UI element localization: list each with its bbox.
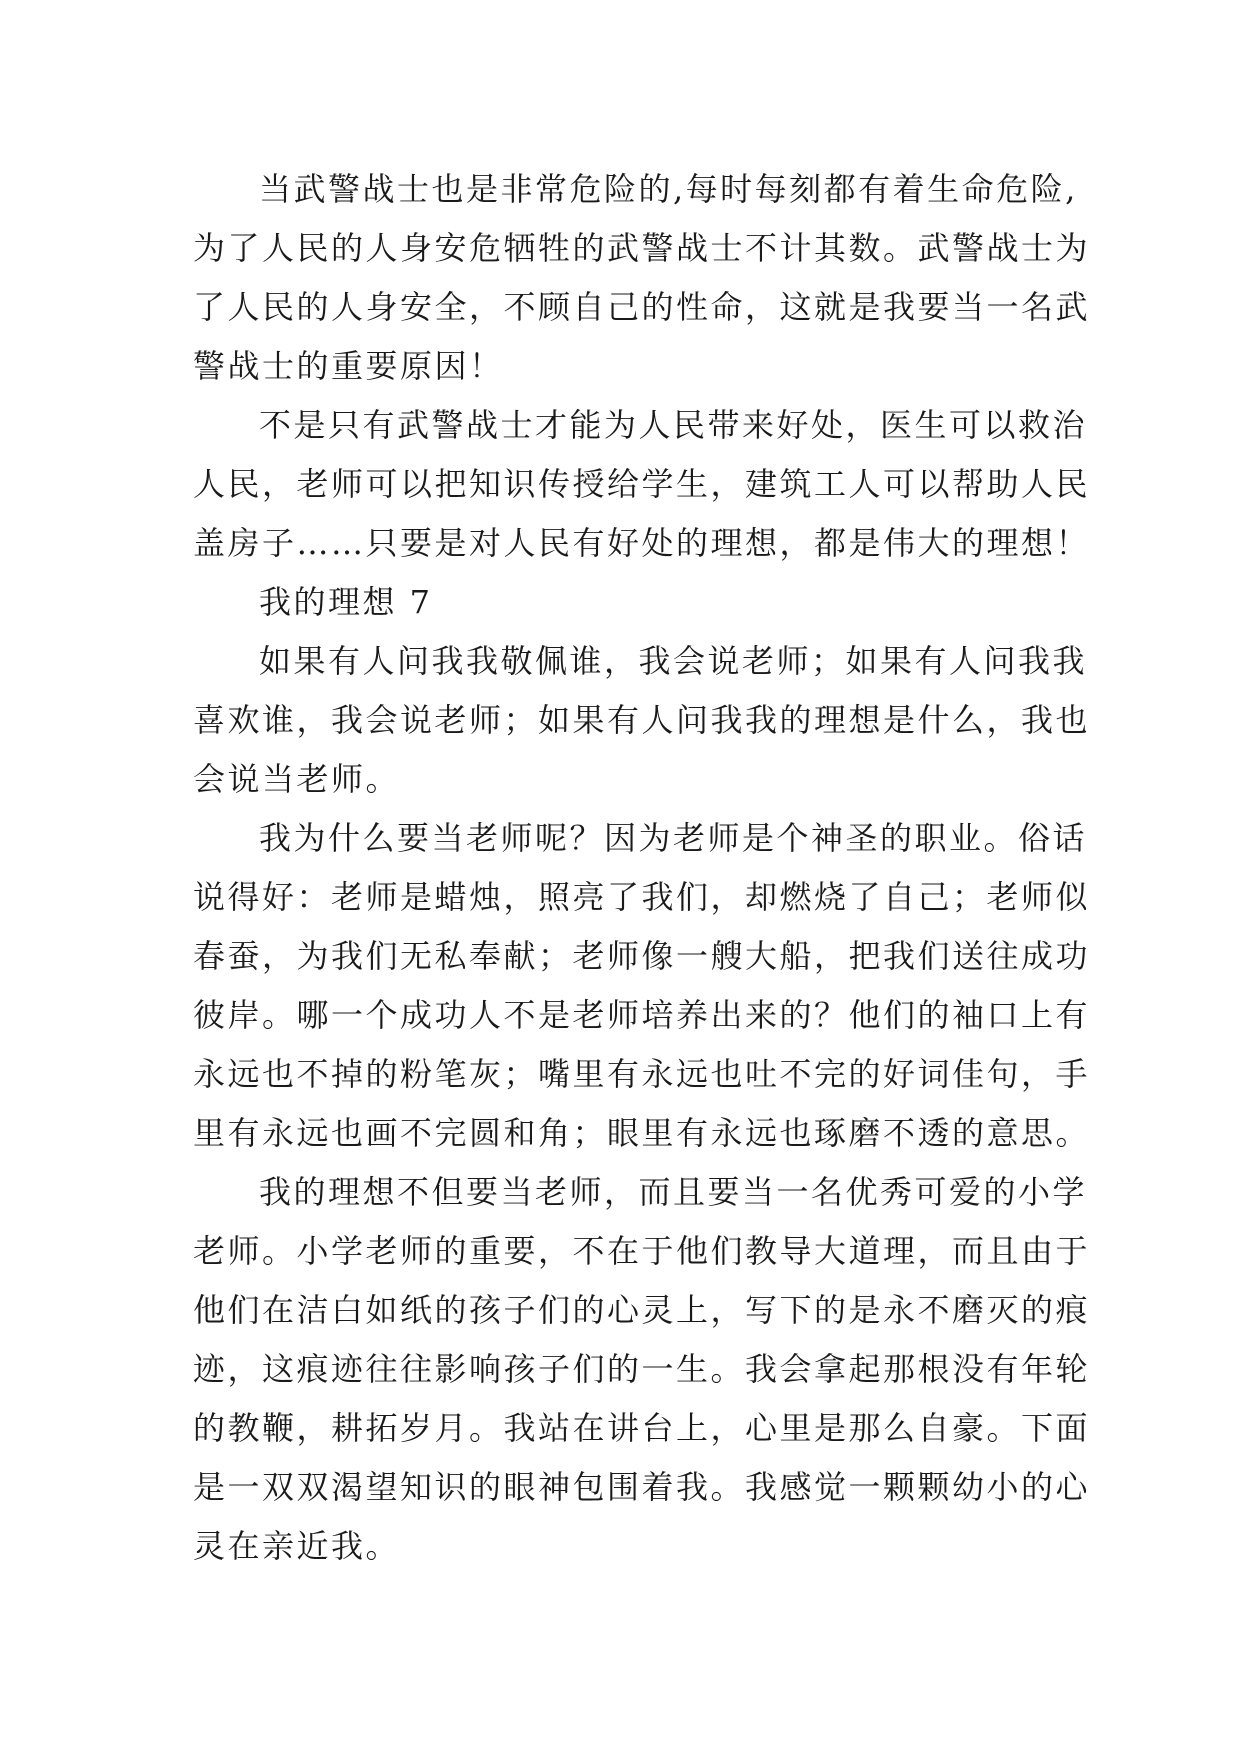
document-body [193,160,1091,1576]
text-line: 老师。小学老师的重要，不在于他们教导大道理，而且由于 [193,1232,1091,1270]
text-line: 灵在亲近我。 [193,1527,401,1565]
text-line: 了人民的人身安全，不顾自己的性命，这就是我要当一名武 [193,288,1091,326]
text-line: 会说当老师。 [193,760,401,798]
text-line: 春蚕，为我们无私奉献；老师像一艘大船，把我们送往成功 [193,937,1091,975]
text-line: 我的理想不但要当老师，而且要当一名优秀可爱的小学 [259,1173,1088,1211]
text-line: 人民，老师可以把知识传授给学生，建筑工人可以帮助人民 [193,465,1091,503]
text-line: 我为什么要当老师呢？因为老师是个神圣的职业。俗话 [259,819,1088,857]
text-line: 里有永远也画不完圆和角；眼里有永远也琢磨不透的意思。 [193,1114,1091,1152]
text-line: 他们在洁白如纸的孩子们的心灵上，写下的是永不磨灭的痕 [193,1291,1091,1329]
text-line: 说得好：老师是蜡烛，照亮了我们，却燃烧了自己；老师似 [193,878,1091,916]
text-line: 警战士的重要原因！ [193,347,504,385]
text-line: 彼岸。哪一个成功人不是老师培养出来的？他们的袖口上有 [193,996,1091,1034]
text-line: 为了人民的人身安危牺牲的武警战士不计其数。武警战士为 [193,229,1091,267]
text-line: 迹，这痕迹往往影响孩子们的一生。我会拿起那根没有年轮 [193,1350,1091,1388]
text-line: 盖房子……只要是对人民有好处的理想，都是伟大的理想！ [193,524,1091,562]
text-line: 永远也不掉的粉笔灰；嘴里有永远也吐不完的好词佳句，手 [193,1055,1091,1093]
text-line: 是一双双渴望知识的眼神包围着我。我感觉一颗颗幼小的心 [193,1468,1091,1506]
text-line: 的教鞭，耕拓岁月。我站在讲台上，心里是那么自豪。下面 [193,1409,1091,1447]
section-heading: 我的理想 7 [259,583,433,621]
text-line: 喜欢谁，我会说老师；如果有人问我我的理想是什么，我也 [193,701,1091,739]
text-line: 当武警战士也是非常危险的,每时每刻都有着生命危险, [259,170,1078,208]
text-line: 不是只有武警战士才能为人民带来好处，医生可以救治 [259,406,1088,444]
text-line: 如果有人问我我敬佩谁，我会说老师；如果有人问我我 [259,642,1088,680]
